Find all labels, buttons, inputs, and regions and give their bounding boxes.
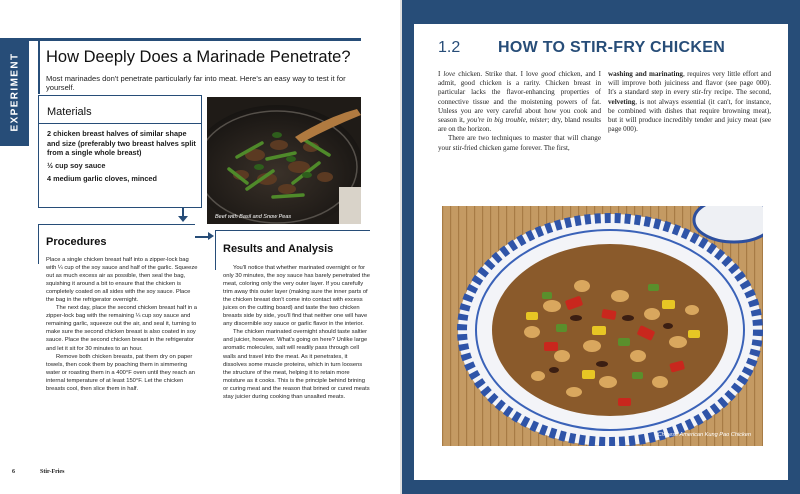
text-run: ; dry, bland results are on the horizon. bbox=[438, 116, 601, 134]
body-column-1 bbox=[438, 70, 601, 153]
text-run-italic: love bbox=[443, 70, 456, 78]
experiment-tab-label: EXPERIMENT bbox=[9, 52, 20, 132]
beef-basil-photo bbox=[207, 97, 361, 224]
experiment-tab bbox=[0, 38, 29, 146]
frame-left-rule bbox=[38, 41, 40, 94]
procedures-heading: Procedures bbox=[46, 236, 107, 248]
materials-divider bbox=[39, 123, 201, 124]
materials-item: ½ cup soy sauce bbox=[47, 161, 106, 171]
col2-paragraph bbox=[608, 70, 771, 134]
frame-top-rule bbox=[29, 38, 361, 41]
procedures-paragraph: Place a single chicken breast half into a zipper-lock bag with ¼ cup of the soy sauce and half of the garlic. Squeeze out as much excess air as possible, then seal the bag, squishing it around a bit to ensure that the chicken is completely coated on all sides with the soy sauce. Place the bag in the refrigerator overnight. bbox=[46, 257, 198, 304]
arrow-right-icon bbox=[208, 232, 214, 240]
right-page-content bbox=[414, 24, 788, 480]
section-number: 1.2 bbox=[438, 39, 461, 56]
experiment-title: How Deeply Does a Marinade Penetrate? bbox=[46, 48, 351, 66]
materials-list bbox=[47, 129, 197, 187]
left-running-head: Stir-Fries bbox=[40, 469, 65, 475]
text-run: chicken. Strike that. I love bbox=[455, 70, 542, 78]
results-paragraph: You'll notice that whether marinated overnight or for only 30 minutes, the soy sauce has barely penetrated the meat, coloring only the very outer layer. If you carefully trim away this outer layer (making sure the inner parts of the chicken breast don't come into contact with excess juices on the cutting board) and taste the two chicken breasts side by side, you'll find that neither one will have any discernible soy sauce or garlic flavor in the interior. bbox=[223, 265, 370, 328]
text-run: , is not always essential (it can't, for instance, be combined with dishes that require browning meat), but it will produce incredibly tender and juicy meat (see page 000). bbox=[608, 97, 771, 134]
materials-item: 4 medium garlic cloves, minced bbox=[47, 174, 157, 184]
materials-box bbox=[38, 95, 202, 208]
procedures-paragraph: The next day, place the second chicken breast half in a zipper-lock bag with the remaining ¼ cup soy sauce and remaining garlic, squeeze out the air, and seal it, turning to make sure the second chicken breast is also coated in soy sauce. Place the second chicken breast in the refrigerator and let it sit for 30 minutes to an hour. bbox=[46, 305, 198, 352]
materials-item: 2 chicken breast halves of similar shape and size (preferably two breast halves split from a single whole breast) bbox=[47, 129, 196, 158]
right-page-number: 7 bbox=[778, 469, 781, 475]
text-run-bold: velveting bbox=[608, 97, 636, 106]
text-run-italic: you're in big trouble, mister bbox=[466, 116, 548, 125]
stir-fry-pan-illustration bbox=[207, 97, 361, 224]
text-run: I bbox=[438, 70, 444, 78]
procedures-body bbox=[46, 256, 198, 393]
text-run-italic: good bbox=[541, 70, 556, 78]
kung-pao-plate-illustration bbox=[442, 206, 763, 446]
right-page bbox=[402, 0, 800, 494]
right-running-head: Marinating for Stir-Fries 101 bbox=[696, 469, 771, 475]
photo-caption-left: Beef with Basil and Snow Peas bbox=[215, 214, 292, 220]
arrow-down-icon bbox=[178, 216, 188, 222]
results-body bbox=[223, 264, 371, 401]
materials-heading: Materials bbox=[47, 106, 92, 118]
results-heading: Results and Analysis bbox=[223, 243, 334, 255]
section-title: HOW TO STIR-FRY CHICKEN bbox=[498, 39, 726, 56]
body-column-2 bbox=[608, 70, 771, 134]
left-page-number: 6 bbox=[12, 469, 15, 475]
kung-pao-photo bbox=[442, 206, 763, 446]
text-run: , requires very little effort and will improve both juiciness and flavor (see page 000). It's a standard step in every stir-fry recipe. The second, bbox=[608, 70, 771, 97]
procedures-paragraph: Remove both chicken breasts, pat them dry on paper towels, then cook them by poaching them in simmering water or roasting them in a 400°F oven until they reach an internal temperature of at least 150°F. Let the chicken breasts cool, then slice them in half. bbox=[46, 353, 195, 392]
results-paragraph: The chicken marinated overnight should taste saltier and juicier, however. What's going on here? Unlike large aromatic molecules, salt will readily pass through cell walls and travel into the meat. As it penetrates, it dissolves some muscle proteins, which in turn loosens the structure of the meat, helping it to retain more moisture as it cooks. This is the principle behind brining or curing meat and the reason that brined or cured meats stay juicier during cooking than unsalted meats. bbox=[223, 329, 370, 400]
experiment-intro: Most marinades don't penetrate particularly far into meat. Here's an easy way to test it for yourself. bbox=[46, 74, 346, 92]
col1-paragraph-1 bbox=[438, 70, 601, 134]
flow-arrow-right bbox=[195, 236, 209, 238]
text-run-bold: washing and marinating bbox=[608, 70, 683, 78]
photo-caption-right: Chinese American Kung Pao Chicken bbox=[657, 432, 751, 438]
text-run: chicken, and I admit, good chicken is a rarity. Chicken breast in particular lacks the flavor-enhancing properties of connective tissue and the moistening powers of fat. Unless you are very careful about how you cook and season it, bbox=[438, 70, 601, 125]
col1-paragraph-2: There are two techniques to master that will change your stir-fried chicken game forever. The first, bbox=[438, 134, 601, 152]
